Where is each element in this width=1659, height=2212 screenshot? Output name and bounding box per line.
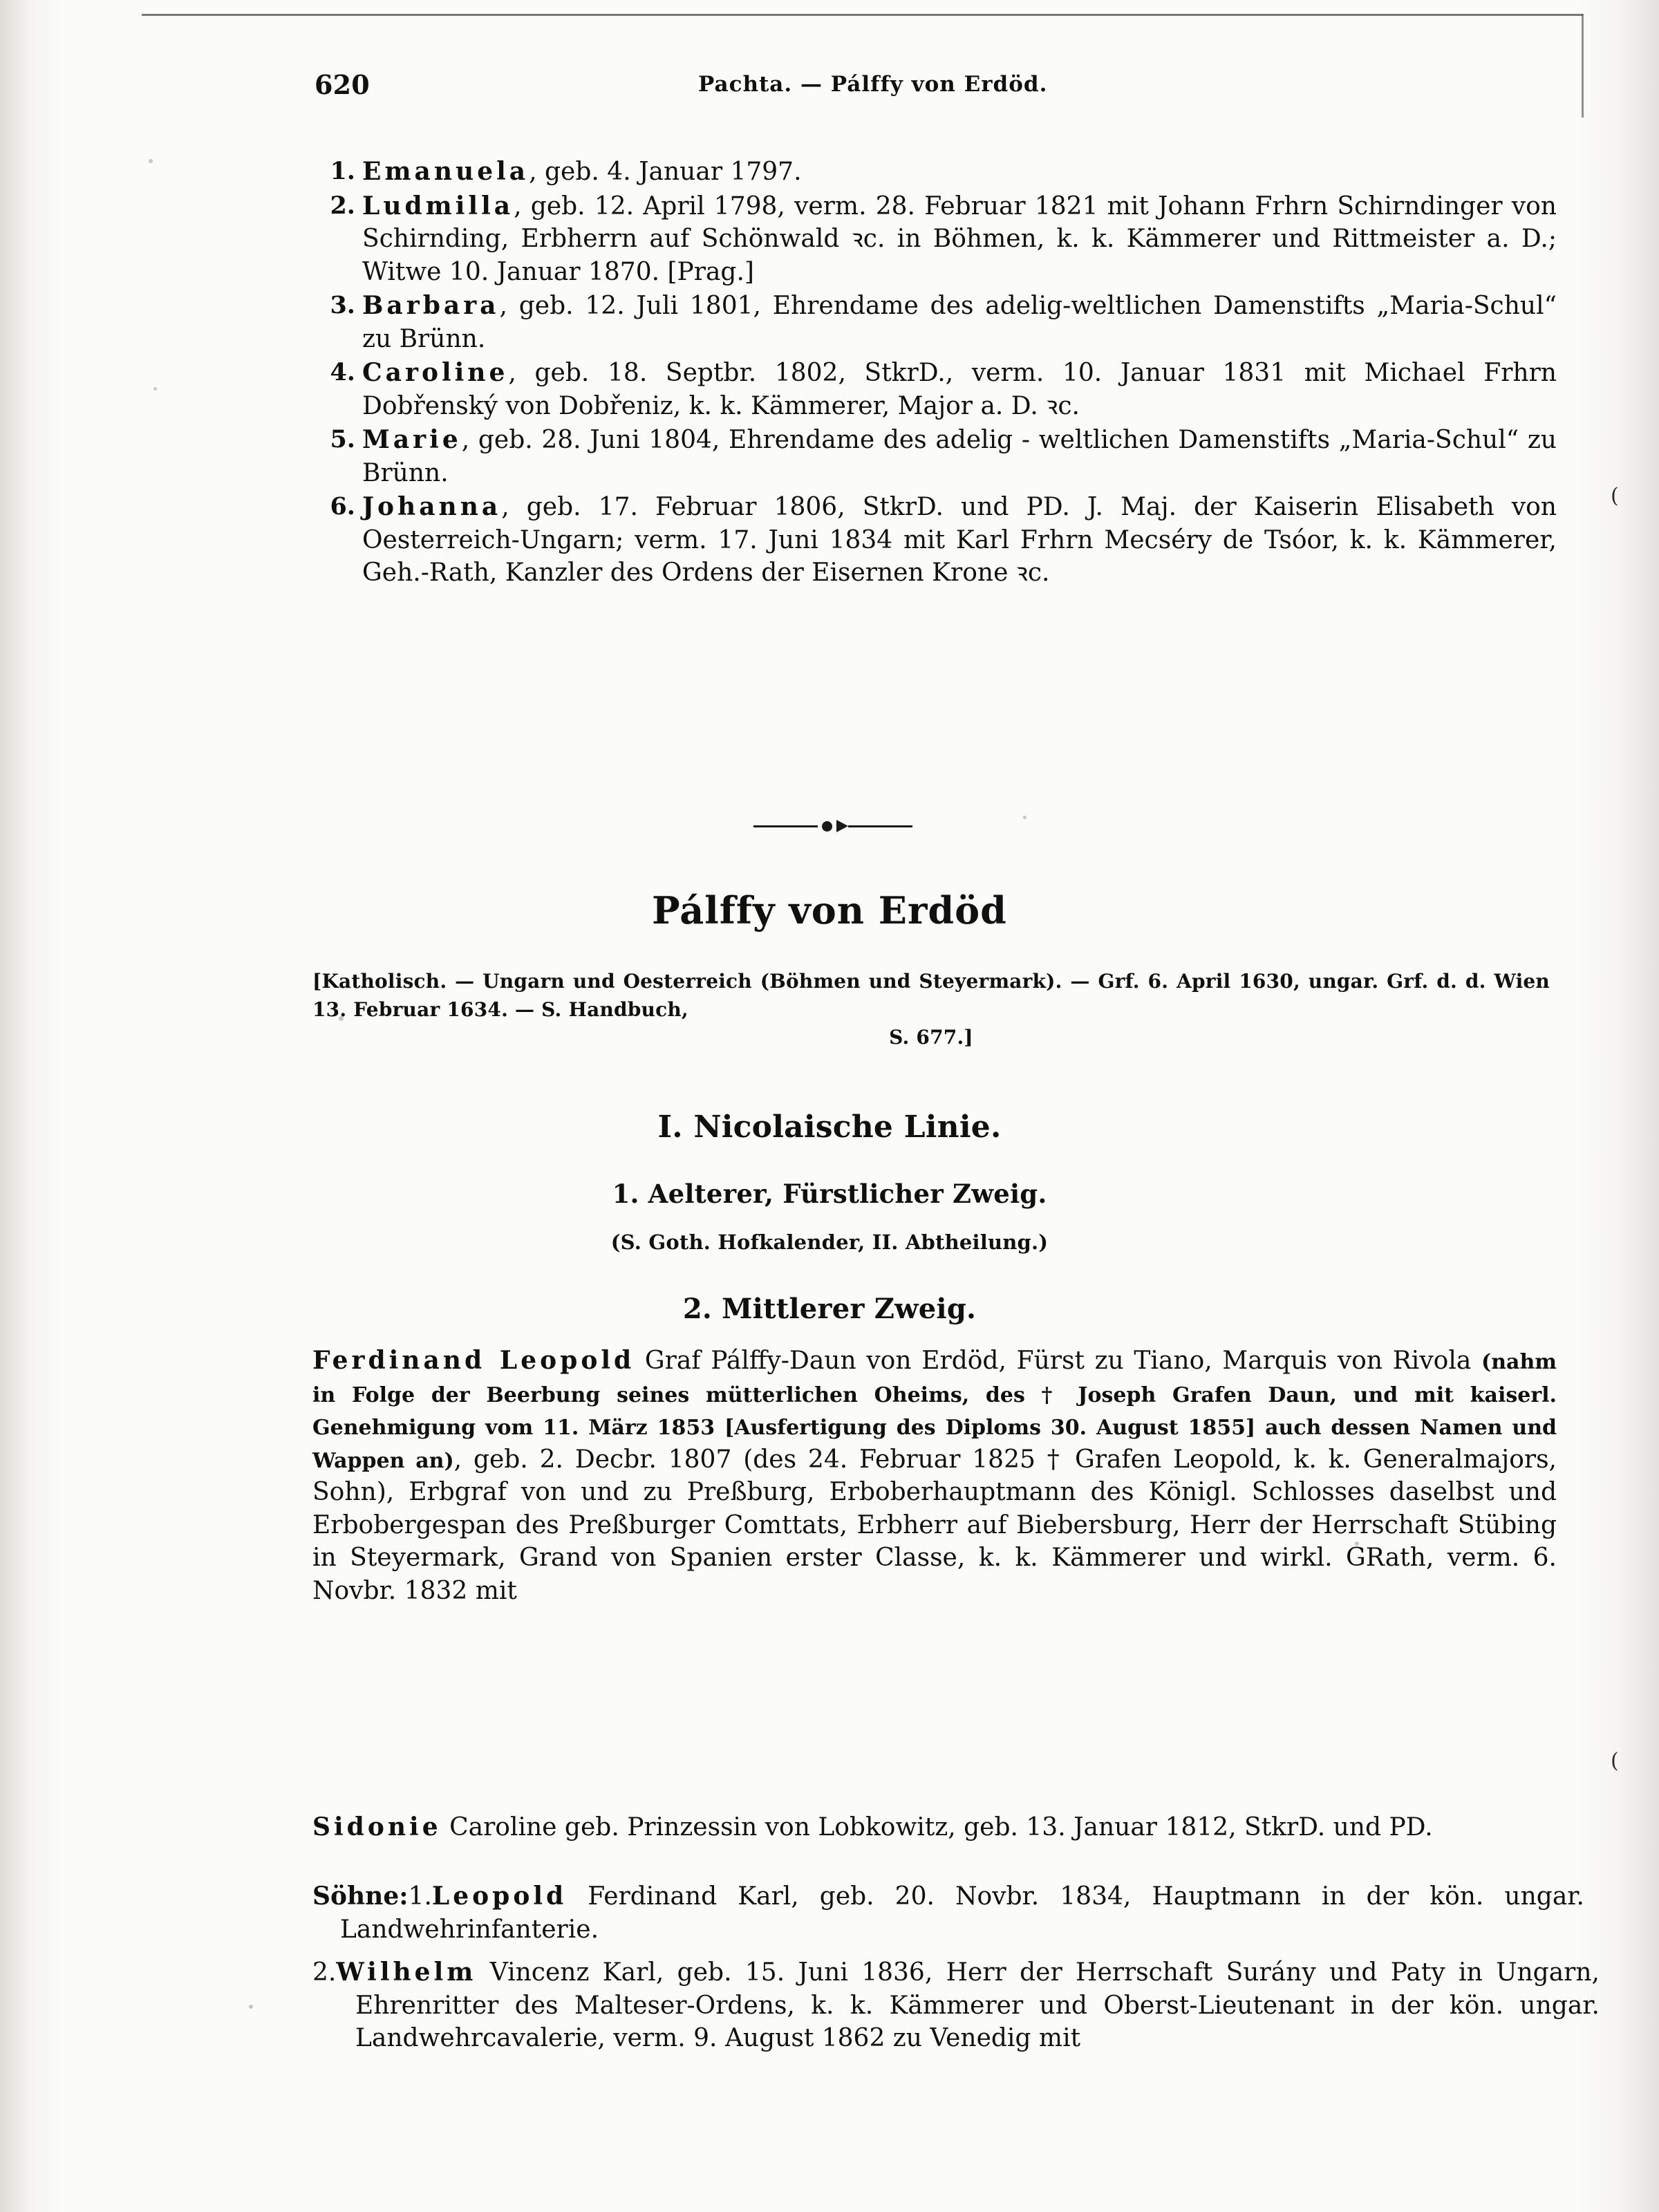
list-item bbox=[312, 424, 1557, 489]
bracket-note-line-1: [Katholisch. — Ungarn und Oesterreich (Böhmen und Steyermark). — Grf. 6. bbox=[312, 970, 1169, 993]
entry-sons bbox=[312, 1880, 1584, 1946]
list-item bbox=[312, 190, 1557, 289]
person-details: , geb. 17. Februar 1806, StkrD. und PD. J. Maj. der Kaiserin Elisabeth von Oesterreich-Ungarn; verm. 17. Juni 1834 mit Karl Frhrn Mecséry de Tsóor, k. k. Kämmerer, Geh.-Rath, Kanzler des Ordens der Eisernen Krone ꝛc. bbox=[362, 493, 1557, 588]
page-number: 620 bbox=[315, 69, 370, 100]
line-heading: I. Nicolaische Linie. bbox=[657, 1109, 1002, 1145]
person-name: Barbara bbox=[362, 291, 500, 321]
list-item-number: 6. bbox=[330, 492, 355, 521]
branch-2-heading: 2. Mittlerer Zweig. bbox=[682, 1293, 977, 1325]
sons-item-1-number: 1. bbox=[408, 1882, 432, 1911]
margin-artifact: ( bbox=[1611, 484, 1619, 508]
person-name: Ludmilla bbox=[362, 191, 514, 221]
head-person-titles: Graf Pálffy-Daun von Erdöd, Fürst zu Tiano, Marquis von Rivola bbox=[635, 1347, 1481, 1375]
section-divider-ornament bbox=[753, 819, 912, 833]
divider-triangle bbox=[836, 820, 848, 832]
list-item-number: 3. bbox=[330, 291, 355, 320]
entry-son-2 bbox=[312, 1956, 1600, 2055]
sons-item-2-number: 2. bbox=[312, 1958, 337, 1987]
person-name: Marie bbox=[362, 425, 462, 455]
head-person-parenthetical: (nahm in Folge der Beerbung seines mütterlichen Oheims, des † Joseph Grafen Daun, und mit kaiserl. Genehmigung vom 11. März 1853 [Ausfertigung des Diploms 30. August 1855] auch dessen Namen und Wappen an) bbox=[312, 1350, 1557, 1473]
list-item bbox=[312, 290, 1557, 355]
list-item bbox=[312, 491, 1557, 590]
list-item bbox=[312, 357, 1557, 422]
head-person-name: Ferdinand Leopold bbox=[312, 1346, 635, 1375]
head-person-details: , geb. 2. Decbr. 1807 (des 24. Februar 1825 † Grafen Leopold, k. k. Generalmajors, Sohn), Erbgraf von und zu Preßburg, Erboberhauptmann des Königl. Schlosses daselbst und Erbobergespan des Preßburger Comttats, Erbherr auf Biebersburg, Herr der Herrschaft Stübing in Steyermark, Grand von Spanien erster Classe, k. k. Kämmerer und wirkl. GRath, verm. 6. Novbr. 1832 mit bbox=[312, 1445, 1557, 1605]
bracket-note-line-2: April 1630, ungar. Grf. d. d. Wien 13. Februar 1634. — S. Handbuch, bbox=[312, 970, 1550, 1021]
branch-1-note: (S. Goth. Hofkalender, II. Abtheilung.) bbox=[610, 1230, 1049, 1254]
list-item-number: 4. bbox=[330, 358, 355, 387]
divider-bar-left bbox=[753, 825, 818, 827]
family-bracket-note bbox=[312, 968, 1550, 1052]
spouse-details: Caroline geb. Prinzessin von Lobkowitz, geb. 13. Januar 1812, StkrD. und PD. bbox=[441, 1813, 1433, 1841]
sons-label: Söhne: bbox=[312, 1882, 409, 1911]
branch-1-heading: 1. Aelterer, Fürstlicher Zweig. bbox=[612, 1179, 1047, 1209]
running-head: Pachta. — Pálffy von Erdöd. bbox=[698, 72, 1048, 97]
person-details: , geb. 18. Septbr. 1802, StkrD., verm. 10. Januar 1831 mit Michael Frhrn Dobřenský von Dobřeniz, k. k. Kämmerer, Major a. D. ꝛc. bbox=[362, 359, 1557, 420]
list-item bbox=[312, 156, 1557, 189]
entry-head-of-family bbox=[312, 1344, 1557, 1607]
person-name: Johanna bbox=[362, 492, 502, 522]
list-item-number: 5. bbox=[330, 425, 355, 454]
person-details: , geb. 28. Juni 1804, Ehrendame des adelig - weltlichen Damenstifts „Maria-Schul“ zu Brünn. bbox=[362, 426, 1557, 487]
person-name: Emanuela bbox=[362, 157, 529, 186]
divider-bar-right bbox=[848, 825, 912, 827]
list-item-number: 1. bbox=[330, 157, 355, 185]
family-title: Pálffy von Erdöd bbox=[652, 888, 1007, 932]
sons-item-1-details: Ferdinand Karl, geb. 20. Novbr. 1834, Hauptmann in der kön. ungar. Landwehrinfanterie. bbox=[340, 1882, 1584, 1944]
person-details: , geb. 12. Juli 1801, Ehrendame des adelig-weltlichen Damenstifts „Maria-Schul“ zu Brünn. bbox=[362, 292, 1557, 353]
sons-item-1-name: Leopold bbox=[431, 1882, 568, 1911]
person-details: , geb. 12. April 1798, verm. 28. Februar 1821 mit Johann Frhrn Schirndinger von Schirnding, Erbherrn auf Schönwald ꝛc. in Böhmen, k. k. Kämmerer und Rittmeister a. D.; Witwe 10. Januar 1870. [Prag.] bbox=[362, 191, 1557, 286]
list-item-number: 2. bbox=[330, 191, 355, 220]
divider-dot bbox=[822, 821, 832, 832]
person-name: Caroline bbox=[362, 358, 509, 388]
entry-spouse bbox=[312, 1811, 1584, 1844]
person-details: , geb. 4. Januar 1797. bbox=[529, 158, 802, 186]
sons-item-2-details: Vincenz Karl, geb. 15. Juni 1836, Herr der Herrschaft Surány und Paty in Ungarn, Ehrenritter des Malteser-Ordens, k. k. Kämmerer und Oberst-Lieutenant in der kön. ungar. Landwehrcavalerie, verm. 9. August 1862 zu Venedig mit bbox=[355, 1958, 1600, 2053]
spouse-name: Sidonie bbox=[312, 1812, 442, 1841]
sons-item-2-name: Wilhelm bbox=[336, 1958, 477, 1987]
margin-artifact: ( bbox=[1611, 1749, 1619, 1773]
bracket-note-line-3: S. 677.] bbox=[889, 1026, 973, 1049]
children-list bbox=[312, 156, 1557, 591]
